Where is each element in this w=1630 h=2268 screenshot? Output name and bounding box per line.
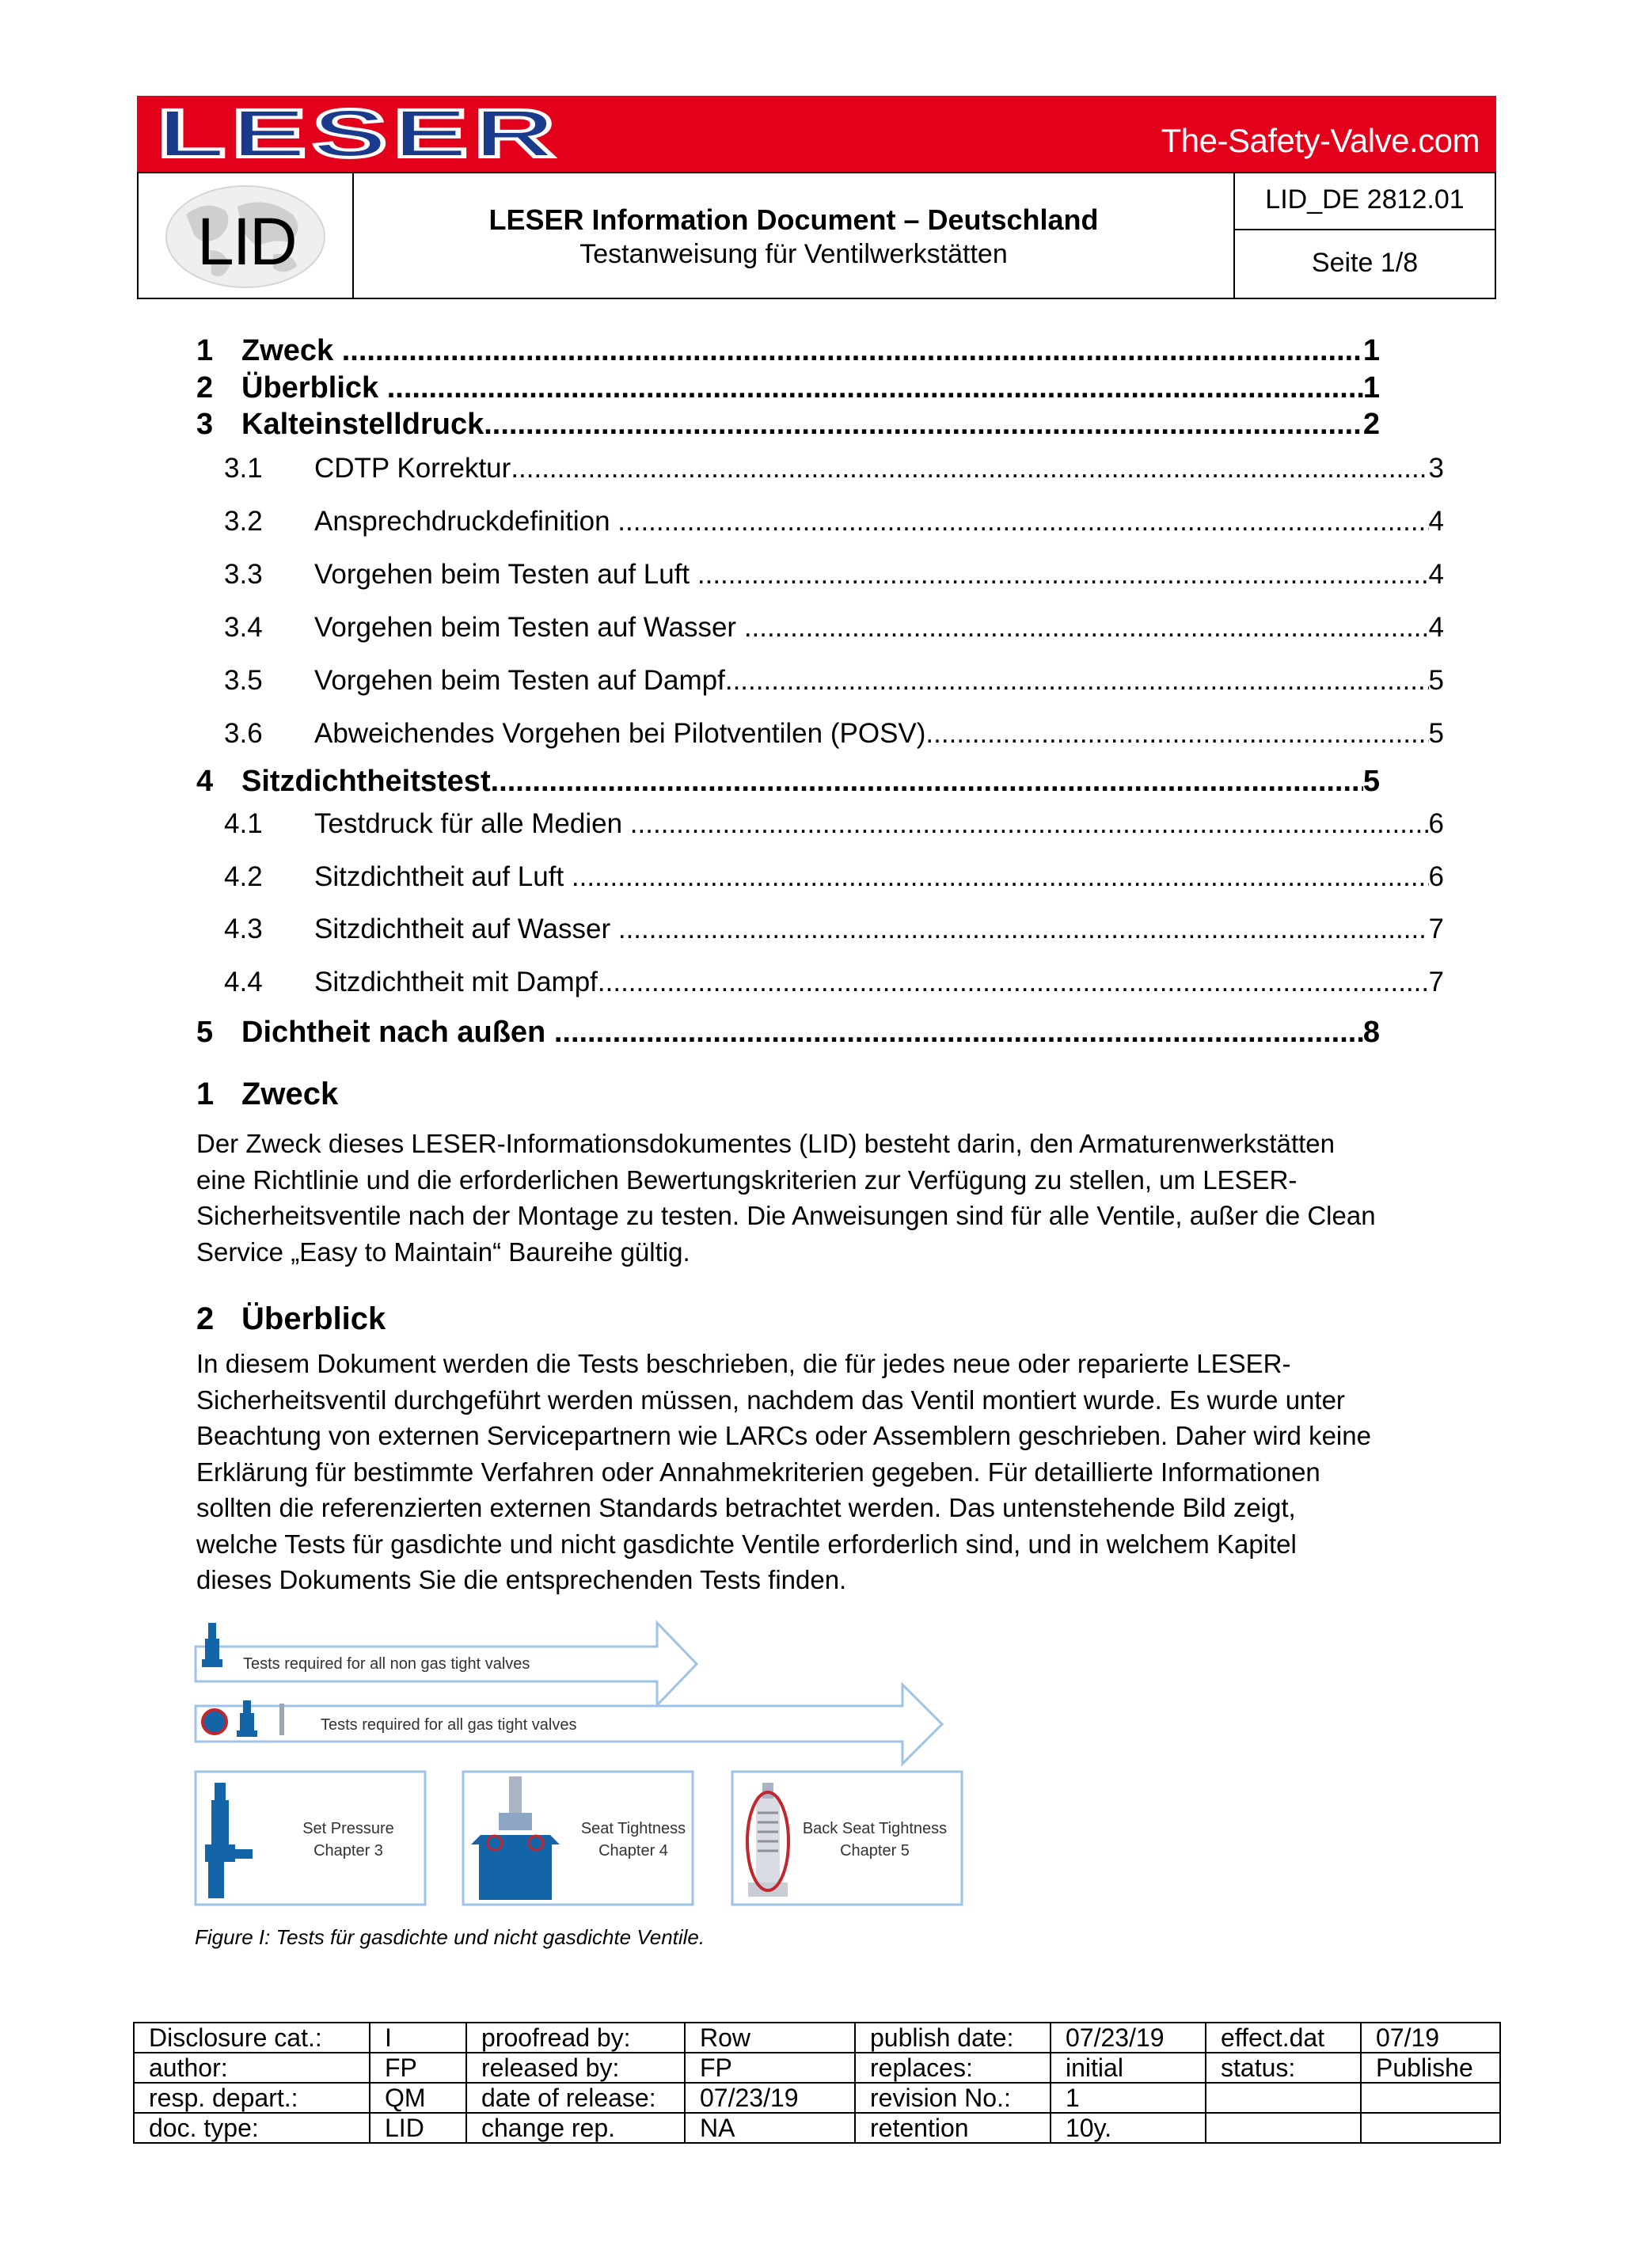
paragraph-zweck xyxy=(196,1126,1463,1270)
toc-entry[interactable] xyxy=(196,962,1444,998)
table-row xyxy=(134,2053,1500,2083)
table-cell: LID xyxy=(370,2113,466,2143)
toc-title: Vorgehen beim Testen auf Dampf xyxy=(314,665,725,696)
table-cell: Row xyxy=(685,2023,855,2053)
box-set-pressure xyxy=(196,1772,425,1905)
toc-page-number: 6 xyxy=(1428,861,1444,892)
toc-page-number: 7 xyxy=(1428,914,1444,944)
document-subtitle: Testanweisung für Ventilwerkstätten xyxy=(579,239,1008,269)
toc-number: 3.5 xyxy=(224,665,263,696)
document-header-table xyxy=(137,172,1496,299)
arrow-gas-tight xyxy=(196,1685,942,1764)
toc-leader-dots xyxy=(725,665,1429,697)
toc-page-number: 7 xyxy=(1428,967,1444,997)
text-line: Erklärung für bestimmte Verfahren oder Annahmekriterien gegeben. Für detaillierte Informationen xyxy=(196,1457,1320,1487)
toc-leader-dots xyxy=(511,453,1428,484)
toc-number: 2 xyxy=(196,371,214,405)
text-line: eine Richtlinie und die erforderlichen Bewertungskriterien zur Verfügung zu stellen, um LESER- xyxy=(196,1164,1298,1195)
box-line2: Chapter 4 xyxy=(598,1842,668,1860)
paragraph-ueberblick xyxy=(196,1346,1463,1598)
toc-leader-dots xyxy=(387,371,1363,405)
toc-number: 3.2 xyxy=(224,506,263,537)
toc-leader-dots xyxy=(925,718,1428,750)
table-cell: replaces: xyxy=(855,2053,1051,2083)
toc-number: 3.6 xyxy=(224,718,263,749)
toc-page-number: 5 xyxy=(1362,765,1380,798)
toc-entry[interactable] xyxy=(196,501,1444,538)
table-cell: 07/19 xyxy=(1361,2023,1500,2053)
toc-entry[interactable] xyxy=(196,660,1444,697)
id-cell xyxy=(1235,173,1495,298)
toc-leader-dots xyxy=(630,808,1429,840)
table-cell: resp. depart.: xyxy=(134,2083,370,2113)
table-cell: effect.dat xyxy=(1206,2023,1361,2053)
toc-entry[interactable] xyxy=(196,554,1444,591)
toc-leader-dots xyxy=(342,334,1363,368)
text-line: Beachtung von externen Servicepartnern wie LARCs oder Assemblern geschrieben. Daher wird keine xyxy=(196,1421,1371,1450)
table-cell: initial xyxy=(1051,2053,1206,2083)
table-cell: status: xyxy=(1206,2053,1361,2083)
box-line2: Chapter 3 xyxy=(313,1842,383,1860)
toc-number: 3 xyxy=(196,408,214,441)
table-row xyxy=(134,2023,1500,2053)
toc-title: Sitzdichtheit mit Dampf xyxy=(314,967,598,997)
document-title: LESER Information Document – Deutschland xyxy=(488,203,1099,236)
toc-number: 4.1 xyxy=(224,808,263,839)
table-cell: proofread by: xyxy=(466,2023,685,2053)
table-cell: Disclosure cat.: xyxy=(134,2023,370,2053)
toc-leader-dots xyxy=(618,914,1429,945)
toc-leader-dots xyxy=(484,408,1363,442)
table-cell xyxy=(1206,2083,1361,2113)
table-cell: publish date: xyxy=(855,2023,1051,2053)
lid-logo-cell xyxy=(139,173,354,298)
table-cell: released by: xyxy=(466,2053,685,2083)
text-line: Der Zweck dieses LESER-Informationsdokumentes (LID) besteht darin, den Armaturenwerkstätten xyxy=(196,1129,1335,1158)
text-line: In diesem Dokument werden die Tests beschrieben, die für jedes neue oder reparierte LESER- xyxy=(196,1349,1291,1378)
box-line1: Set Pressure xyxy=(302,1820,394,1837)
box-line2: Chapter 5 xyxy=(840,1842,910,1860)
arrow-non-gas-tight xyxy=(196,1623,697,1705)
toc-leader-dots xyxy=(554,1016,1363,1050)
toc-page-number: 4 xyxy=(1428,612,1444,643)
toc-leader-dots xyxy=(617,506,1428,538)
toc-title: Sitzdichtheit auf Luft xyxy=(314,861,572,892)
document-control-table xyxy=(133,2022,1501,2144)
table-cell xyxy=(1361,2113,1500,2143)
table-cell: FP xyxy=(685,2053,855,2083)
table-cell: change rep. xyxy=(466,2113,685,2143)
toc-number: 4 xyxy=(196,765,214,798)
text-line: Service „Easy to Maintain“ Baureihe gültig. xyxy=(196,1237,690,1267)
toc-title: Vorgehen beim Testen auf Wasser xyxy=(314,612,744,643)
toc-entry[interactable] xyxy=(196,762,1380,799)
toc-page-number: 5 xyxy=(1428,718,1444,749)
table-row xyxy=(134,2113,1500,2143)
text-line: dieses Dokuments Sie die entsprechenden Tests finden. xyxy=(196,1565,847,1594)
table-cell xyxy=(1361,2083,1500,2113)
lid-label: LID xyxy=(197,204,296,279)
toc-number: 3.4 xyxy=(224,612,263,643)
toc-number: 3.1 xyxy=(224,453,263,484)
table-cell: I xyxy=(370,2023,466,2053)
table-row xyxy=(134,2083,1500,2113)
toc-title: Dichtheit nach außen xyxy=(241,1016,554,1049)
toc-number: 4.3 xyxy=(224,914,263,944)
toc-title: CDTP Korrektur xyxy=(314,453,511,484)
text-line: sollten die referenzierten externen Standards betrachtet werden. Das untenstehende Bild zeigt, xyxy=(196,1493,1296,1522)
cell-divider xyxy=(1235,229,1495,230)
table-cell: doc. type: xyxy=(134,2113,370,2143)
toc-leader-dots xyxy=(491,765,1363,799)
table-cell xyxy=(1206,2113,1361,2143)
toc-page-number: 3 xyxy=(1428,453,1444,484)
toc-entry[interactable] xyxy=(196,857,1444,893)
toc-entry[interactable] xyxy=(196,405,1380,442)
toc-title: Überblick xyxy=(241,371,387,405)
table-cell: 07/23/19 xyxy=(685,2083,855,2113)
table-cell: 10y. xyxy=(1051,2113,1206,2143)
toc-number: 4.2 xyxy=(224,861,263,892)
toc-title: Zweck xyxy=(241,334,342,367)
toc-leader-dots xyxy=(744,612,1429,644)
leser-logo xyxy=(152,103,568,165)
section-number: 1 xyxy=(196,1077,215,1111)
toc-number: 4.4 xyxy=(224,967,263,997)
valve-icon xyxy=(202,1623,222,1667)
toc-entry[interactable] xyxy=(196,369,1380,405)
box-line1: Back Seat Tightness xyxy=(802,1820,948,1837)
table-cell: author: xyxy=(134,2053,370,2083)
toc-title: Testdruck für alle Medien xyxy=(314,808,630,839)
toc-title: Sitzdichtheitstest xyxy=(241,765,491,798)
toc-page-number: 1 xyxy=(1362,371,1380,405)
page-number: Seite 1/8 xyxy=(1311,248,1419,278)
section-number: 2 xyxy=(196,1301,215,1336)
toc-page-number: 6 xyxy=(1428,808,1444,839)
toc-title: Kalteinstelldruck xyxy=(241,408,484,441)
text-line: Sicherheitsventile nach der Montage zu testen. Die Anweisungen sind für alle Ventile, außer die Clean xyxy=(196,1201,1376,1230)
section-title: Zweck xyxy=(241,1077,339,1111)
arrow2-label: Tests required for all gas tight valves xyxy=(321,1716,577,1734)
toc-page-number: 4 xyxy=(1428,506,1444,537)
toc-entry[interactable] xyxy=(196,803,1444,840)
toc-page-number: 4 xyxy=(1428,559,1444,590)
box-line1: Seat Tightness xyxy=(580,1820,686,1837)
table-cell: revision No.: xyxy=(855,2083,1051,2113)
table-cell: NA xyxy=(685,2113,855,2143)
toc-entry[interactable] xyxy=(196,909,1444,945)
section-heading-zweck xyxy=(196,1077,338,1112)
arrow1-label: Tests required for all non gas tight valves xyxy=(243,1655,530,1673)
toc-entry[interactable] xyxy=(196,607,1444,644)
toc-entry[interactable] xyxy=(196,332,1380,368)
toc-entry[interactable] xyxy=(196,1013,1380,1050)
toc-number: 1 xyxy=(196,334,214,367)
toc-leader-dots xyxy=(697,559,1429,591)
toc-page-number: 8 xyxy=(1362,1016,1380,1049)
toc-title: Sitzdichtheit auf Wasser xyxy=(314,914,618,944)
title-cell xyxy=(354,173,1235,298)
table-cell: QM xyxy=(370,2083,466,2113)
figure-caption: Figure I: Tests für gasdichte und nicht gasdichte Ventile. xyxy=(195,1925,705,1949)
toc-page-number: 2 xyxy=(1362,408,1380,441)
toc-page-number: 1 xyxy=(1362,334,1380,367)
svg-text:LESER: LESER xyxy=(157,103,560,165)
section-heading-ueberblick xyxy=(196,1301,386,1337)
box-back-seat-tightness xyxy=(732,1772,962,1905)
toc-entry[interactable] xyxy=(196,448,1444,484)
toc-title: Abweichendes Vorgehen bei Pilotventilen (POSV) xyxy=(314,718,926,749)
section-title: Überblick xyxy=(241,1301,386,1336)
toc-leader-dots xyxy=(598,967,1429,998)
box-seat-tightness xyxy=(463,1772,693,1905)
table-cell: retention xyxy=(855,2113,1051,2143)
toc-entry[interactable] xyxy=(196,713,1444,750)
text-line: welche Tests für gasdichte und nicht gasdichte Ventile erforderlich sind, und in welchem Kapitel xyxy=(196,1529,1297,1559)
table-cell: 07/23/19 xyxy=(1051,2023,1206,2053)
toc-number: 3.3 xyxy=(224,559,263,590)
website-url: The-Safety-Valve.com xyxy=(1161,122,1480,159)
table-cell: FP xyxy=(370,2053,466,2083)
toc-leader-dots xyxy=(572,861,1429,893)
table-cell: Publishe xyxy=(1361,2053,1500,2083)
tests-overview-figure xyxy=(194,1615,970,1908)
table-cell: 1 xyxy=(1051,2083,1206,2113)
document-id: LID_DE 2812.01 xyxy=(1265,184,1465,215)
toc-title: Vorgehen beim Testen auf Luft xyxy=(314,559,697,590)
toc-page-number: 5 xyxy=(1428,665,1444,696)
toc-title: Ansprechdruckdefinition xyxy=(314,506,618,537)
table-cell: date of release: xyxy=(466,2083,685,2113)
toc-number: 5 xyxy=(196,1016,214,1049)
text-line: Sicherheitsventil durchgeführt werden müssen, nachdem das Ventil montiert wurde. Es wurde unter xyxy=(196,1385,1345,1415)
